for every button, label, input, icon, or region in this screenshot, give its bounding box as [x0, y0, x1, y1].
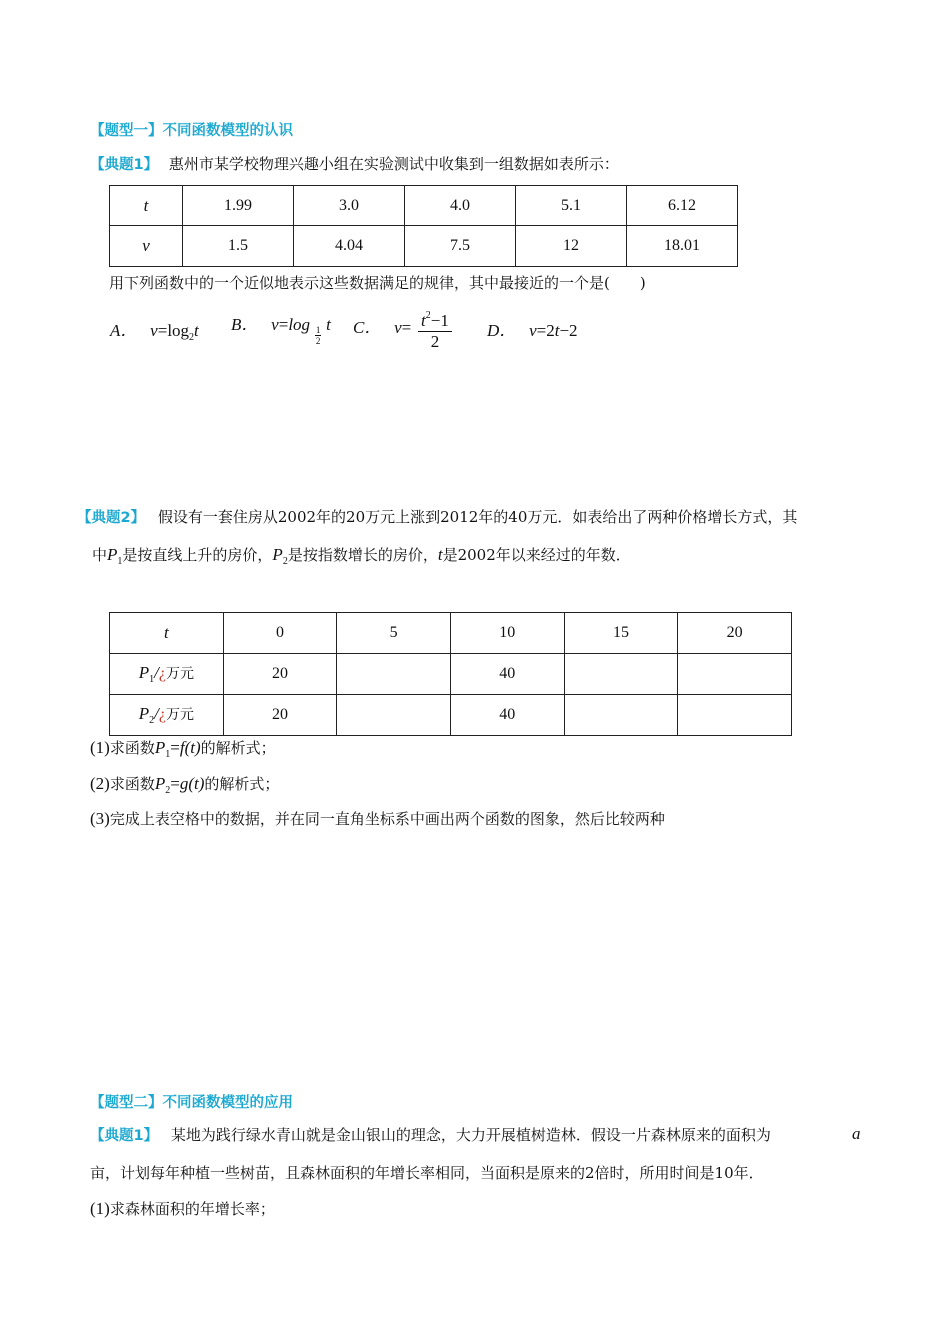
table-cell: 3.0 — [294, 186, 405, 226]
ex2-q1-var: P — [154, 738, 166, 757]
option-b-fn: log — [288, 315, 311, 334]
section1-heading: 【题型一】不同函数模型的认识 — [90, 123, 293, 139]
ex2-q1-num: (1) — [90, 738, 110, 757]
option-d-label: D． — [487, 321, 517, 340]
ex1-label: 【典题1】 — [90, 157, 159, 173]
s2-ex1-q1-text: 求森林面积的年增长率； — [109, 1200, 275, 1218]
ex2-price-table — [109, 612, 792, 736]
option-c-num-var: t — [421, 311, 426, 330]
option-a-arg: t — [194, 321, 199, 340]
table-cell: 20 — [223, 654, 337, 695]
table-cell: 6.12 — [627, 186, 738, 226]
ex2-p2-sub: 2 — [282, 556, 288, 567]
s2-ex1-line1 — [90, 1124, 771, 1145]
ex2-q2-var: P — [154, 774, 166, 793]
s2-ex1-label: 【典题1】 — [90, 1128, 159, 1144]
table-cell: 5.1 — [516, 186, 627, 226]
option-b — [231, 310, 331, 346]
table-head-p2: $P_2/¿$万元 — [110, 695, 224, 736]
option-b-base — [315, 325, 322, 346]
option-c-label: C． — [353, 318, 382, 337]
table-cell: 15 — [564, 613, 678, 654]
option-b-arg: t — [326, 315, 331, 334]
ex2-q3 — [90, 808, 665, 829]
ex2-q3-num: (3) — [90, 809, 110, 828]
table-cell — [678, 695, 792, 736]
ex2-line1-text: 假设有一套住房从2002年的20万元上涨到2012年的40万元．如表给出了两种价格增长方式，其 — [157, 508, 798, 526]
option-c-den: 2 — [430, 332, 440, 351]
table-cell — [678, 654, 792, 695]
table-cell — [337, 654, 451, 695]
table-head-t: t — [110, 613, 224, 654]
option-c-eq: = — [401, 318, 412, 337]
option-d-rhs: =2 — [536, 321, 555, 340]
ex2-t-var: t — [437, 545, 443, 564]
option-d-tail: −2 — [559, 321, 578, 340]
ex1-text: 惠州市某学校物理兴趣小组在实验测试中收集到一组数据如表所示： — [168, 155, 619, 173]
option-d — [487, 316, 578, 341]
option-a — [110, 316, 199, 343]
table-cell — [337, 695, 451, 736]
table-cell: 12 — [516, 226, 627, 267]
table-cell: 0 — [223, 613, 337, 654]
ex2-q1-fn: f — [179, 738, 185, 757]
table-row — [110, 613, 792, 654]
table-cell: 7.5 — [405, 226, 516, 267]
table-cell: 20 — [223, 695, 337, 736]
table-head-t: t — [110, 186, 183, 226]
ex2-line2 — [92, 544, 631, 567]
ex2-line2-d: 是2002年以来经过的年数． — [442, 546, 631, 564]
table-cell: 20 — [678, 613, 792, 654]
ex2-line2-c: 是按指数增长的房价， — [287, 546, 438, 564]
table-head-p1: $P_1/¿$万元 — [110, 654, 224, 695]
ex2-q1-b: 的解析式； — [200, 739, 276, 757]
ex1-question: 用下列函数中的一个近似地表示这些数据满足的规律，其中最接近的一个是( ) — [109, 274, 646, 292]
ex2-q1-arg: (t) — [184, 738, 201, 757]
s2-ex1-q1-num: (1) — [90, 1199, 110, 1218]
ex2-line2-b: 是按直线上升的房价， — [122, 546, 273, 564]
ex2-line2-a: 中 — [92, 546, 108, 564]
option-a-base: 2 — [189, 332, 195, 343]
option-b-lhs: v — [271, 315, 279, 334]
option-b-base-num: 1 — [315, 325, 321, 335]
ex1-data-table — [109, 185, 738, 267]
ex2-q3-text: 完成上表空格中的数据，并在同一直角坐标系中画出两个函数的图象，然后比较两种 — [109, 810, 665, 828]
table-cell: 40 — [450, 695, 564, 736]
table-cell: 5 — [337, 613, 451, 654]
option-a-fn: log — [167, 321, 190, 340]
table-cell: 1.5 — [183, 226, 294, 267]
option-a-eq: = — [157, 321, 168, 340]
section2-heading: 【题型二】不同函数模型的应用 — [90, 1095, 293, 1111]
table-cell: 10 — [450, 613, 564, 654]
table-cell: 4.0 — [405, 186, 516, 226]
option-b-base-den: 2 — [315, 336, 321, 346]
ex2-p1-sub: 1 — [117, 556, 123, 567]
ex2-label: 【典题2】 — [77, 510, 146, 526]
ex2-p2: P — [272, 545, 283, 564]
s2-ex1-line1-text: 某地为践行绿水青山就是金山银山的理念，大力开展植树造林．假设一片森林原来的面积为 — [170, 1126, 771, 1144]
option-b-eq: = — [278, 315, 289, 334]
option-d-lhs: v — [529, 321, 537, 340]
ex2-q2-b: 的解析式； — [204, 775, 280, 793]
table-row — [110, 226, 738, 267]
option-d-var: t — [554, 321, 560, 340]
s2-ex1-q1 — [90, 1198, 275, 1219]
table-cell: 40 — [450, 654, 564, 695]
ex2-q2-sub: 2 — [165, 785, 171, 796]
ex2-q1 — [90, 737, 276, 760]
option-c-fraction — [418, 306, 452, 352]
ex2-q2-fn: g — [179, 774, 189, 793]
table-row — [110, 654, 792, 695]
ex2-q2-eq: = — [170, 774, 180, 793]
table-cell: 1.99 — [183, 186, 294, 226]
option-a-lhs: v — [150, 321, 158, 340]
option-b-label: B． — [231, 315, 259, 334]
ex2-q2-num: (2) — [90, 774, 110, 793]
ex2-q2-a: 求函数 — [109, 775, 155, 793]
ex2-q2 — [90, 773, 279, 796]
ex2-q1-sub: 1 — [165, 749, 171, 760]
option-c — [353, 306, 454, 352]
table-cell: 18.01 — [627, 226, 738, 267]
option-c-num-rest: −1 — [430, 311, 449, 330]
ex2-q1-eq: = — [170, 738, 180, 757]
table-cell: 4.04 — [294, 226, 405, 267]
table-row — [110, 186, 738, 226]
option-c-num-exp: 2 — [425, 310, 431, 321]
option-c-lhs: v — [394, 318, 402, 337]
table-head-v: v — [110, 226, 183, 267]
table-row — [110, 695, 792, 736]
s2-ex1-a-var: a — [852, 1124, 861, 1143]
s2-ex1-line2: 亩，计划每年种植一些树苗，且森林面积的年增长率相同，当面积是原来的2倍时，所用时间是10年． — [90, 1164, 764, 1182]
ex2-p1: P — [107, 545, 118, 564]
table-cell — [564, 695, 678, 736]
ex2-q2-arg: (t) — [188, 774, 205, 793]
ex2-q1-a: 求函数 — [109, 739, 155, 757]
table-cell — [564, 654, 678, 695]
ex2-line1 — [77, 506, 797, 527]
option-a-label: A． — [110, 321, 138, 340]
ex1-prompt — [90, 153, 619, 174]
